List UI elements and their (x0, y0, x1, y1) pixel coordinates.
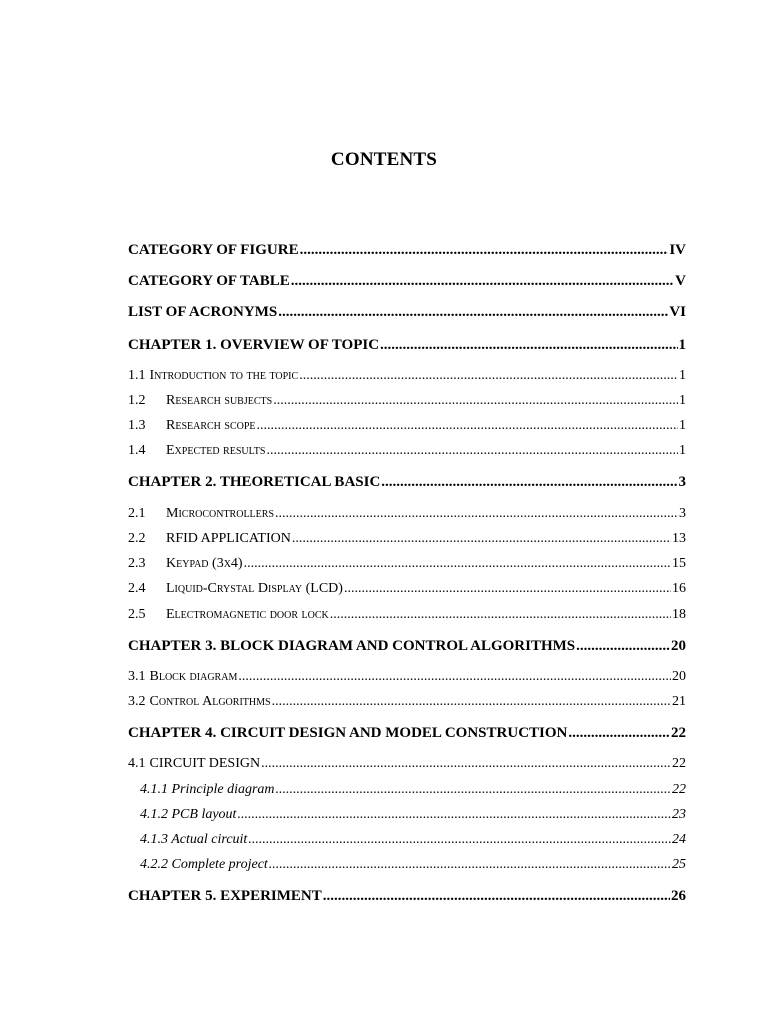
toc-entry[interactable] (128, 557, 686, 571)
toc-page-number: 26 (671, 888, 686, 904)
toc-page-number: 13 (672, 531, 686, 546)
toc-page-number: 20 (672, 669, 686, 684)
toc-entry[interactable] (128, 305, 686, 320)
toc-dot-leader (238, 670, 671, 684)
toc-page-number: 1 (679, 393, 686, 408)
toc-entry[interactable] (140, 833, 686, 847)
toc-entry-label: 4.2.2 Complete project (140, 857, 268, 872)
toc-page-number: 24 (672, 832, 686, 847)
toc-entry-label (128, 369, 298, 383)
toc-entry-label: CATEGORY OF FIGURE (128, 242, 299, 258)
toc-section-title: RFID APPLICATION (166, 531, 291, 546)
toc-page-number: 22 (671, 725, 686, 741)
toc-entry[interactable] (128, 889, 686, 904)
toc-entry-label: 4.1.2 PCB layout (140, 807, 237, 822)
toc-dot-leader (323, 889, 670, 904)
toc-entry[interactable] (128, 394, 686, 408)
toc-page-number: 22 (672, 782, 686, 797)
toc-dot-leader (276, 783, 671, 797)
toc-dot-leader (299, 369, 678, 383)
toc-dot-leader (266, 444, 678, 458)
toc-page-number: 1 (678, 337, 686, 353)
toc-dot-leader (275, 507, 678, 521)
toc-page-number: 23 (672, 807, 686, 822)
toc-section-number: 2.1 (128, 506, 146, 521)
toc-dot-leader (244, 557, 671, 571)
toc-dot-leader (380, 338, 677, 353)
toc-entry[interactable] (128, 338, 686, 353)
toc-entry[interactable] (128, 369, 686, 383)
toc-dot-leader (273, 394, 678, 408)
toc-dot-leader (300, 243, 669, 258)
toc-page-number: 22 (672, 756, 686, 771)
toc-entry-label (128, 394, 272, 408)
toc-section-title: Research scope (166, 418, 256, 433)
toc-section-title: CIRCUIT DESIGN (149, 756, 261, 771)
toc-section-title: Keypad (3x4) (166, 556, 243, 571)
toc-section-number: 1.1 (128, 368, 146, 383)
toc-section-title: Block diagram (149, 669, 238, 684)
toc-entry[interactable] (128, 757, 686, 771)
toc-entry-label: CHAPTER 1. OVERVIEW OF TOPIC (128, 337, 380, 353)
toc-entry[interactable] (140, 783, 686, 797)
toc-section-number: 2.2 (128, 531, 146, 546)
toc-dot-leader (278, 305, 668, 320)
toc-section-number: 3.1 (128, 669, 146, 684)
toc-section-number: 2.4 (128, 581, 146, 596)
toc-entry[interactable] (128, 639, 686, 654)
toc-dot-leader (248, 833, 671, 847)
toc-page-number: 1 (679, 368, 686, 383)
toc-entry[interactable] (128, 532, 686, 546)
toc-dot-leader (269, 858, 671, 872)
toc-entry-label (128, 608, 329, 622)
toc-section-title: Expected results (166, 443, 266, 458)
toc-entry[interactable] (128, 243, 686, 258)
toc-entry[interactable] (128, 608, 686, 622)
toc-page-number: 3 (678, 474, 686, 490)
toc-entry-label (128, 419, 256, 433)
toc-entry-label (128, 557, 243, 571)
toc-dot-leader (257, 419, 678, 433)
toc-entry-label: CHAPTER 5. EXPERIMENT (128, 888, 322, 904)
toc-section-title: Liquid-Crystal Display (LCD) (166, 581, 343, 596)
toc-page-number: 1 (679, 443, 686, 458)
toc-entry-label: CHAPTER 2. THEORETICAL BASIC (128, 474, 381, 490)
toc-page-number: 15 (672, 556, 686, 571)
toc-dot-leader (576, 639, 670, 654)
toc-dot-leader (237, 808, 671, 822)
toc-page-number: 3 (679, 506, 686, 521)
toc-dot-leader (381, 475, 677, 490)
toc-page-number: 21 (672, 694, 686, 709)
toc-section-number: 1.4 (128, 443, 146, 458)
toc-dot-leader (291, 274, 674, 289)
toc-dot-leader (272, 695, 671, 709)
toc-entry-label (128, 695, 271, 709)
toc-section-number: 3.2 (128, 694, 146, 709)
toc-entry-label: CATEGORY OF TABLE (128, 273, 290, 289)
toc-entry-label (128, 507, 274, 521)
toc-section-title: Control Algorithms (149, 694, 271, 709)
toc-section-title: Research subjects (166, 393, 273, 408)
toc-page-number: VI (669, 304, 686, 320)
toc-entry-label (128, 670, 237, 684)
toc-section-number: 2.5 (128, 607, 146, 622)
toc-section-number: 1.2 (128, 393, 146, 408)
toc-page-number: IV (669, 242, 686, 258)
toc-section-title: Introduction to the topic (149, 368, 299, 383)
toc-section-number: 2.3 (128, 556, 146, 571)
toc-entry[interactable] (128, 507, 686, 521)
toc-entry-label (128, 532, 291, 546)
toc-page-number: 16 (672, 581, 686, 596)
toc-section-number: 4.1 (128, 756, 146, 771)
toc-entry[interactable] (140, 808, 686, 822)
toc-entry[interactable] (128, 475, 686, 490)
toc-entry[interactable] (128, 670, 686, 684)
toc-entry-label (128, 582, 343, 596)
toc-section-title: Microcontrollers (166, 506, 275, 521)
toc-page-number: V (675, 273, 686, 289)
toc-dot-leader (344, 582, 671, 596)
toc-page-number: 25 (672, 857, 686, 872)
toc-entry[interactable] (128, 726, 686, 741)
toc-dot-leader (261, 757, 671, 771)
toc-page-number: 20 (671, 638, 686, 654)
toc-entry[interactable] (140, 858, 686, 872)
toc-entry-label (128, 757, 260, 771)
toc-entry-label (128, 444, 265, 458)
toc-page-number: 1 (679, 418, 686, 433)
toc-entry-label: CHAPTER 4. CIRCUIT DESIGN AND MODEL CONSTRUCTION (128, 725, 568, 741)
toc-entry[interactable] (128, 695, 686, 709)
page-title: CONTENTS (330, 149, 438, 170)
toc-entry[interactable] (128, 444, 686, 458)
toc-entry-label: CHAPTER 3. BLOCK DIAGRAM AND CONTROL ALGORITHMS (128, 638, 576, 654)
toc-dot-leader (292, 532, 671, 546)
toc-entry-label: 4.1.1 Principle diagram (140, 782, 275, 797)
toc-section-title: Electromagnetic door lock (166, 607, 329, 622)
toc-page-number: 18 (672, 607, 686, 622)
toc-entry-label: 4.1.3 Actual circuit (140, 832, 248, 847)
toc-entry-label: LIST OF ACRONYMS (128, 304, 278, 320)
toc-dot-leader (330, 608, 671, 622)
toc-entry[interactable] (128, 274, 686, 289)
toc-dot-leader (568, 726, 670, 741)
toc-section-number: 1.3 (128, 418, 146, 433)
toc-entry[interactable] (128, 582, 686, 596)
toc-entry[interactable] (128, 419, 686, 433)
